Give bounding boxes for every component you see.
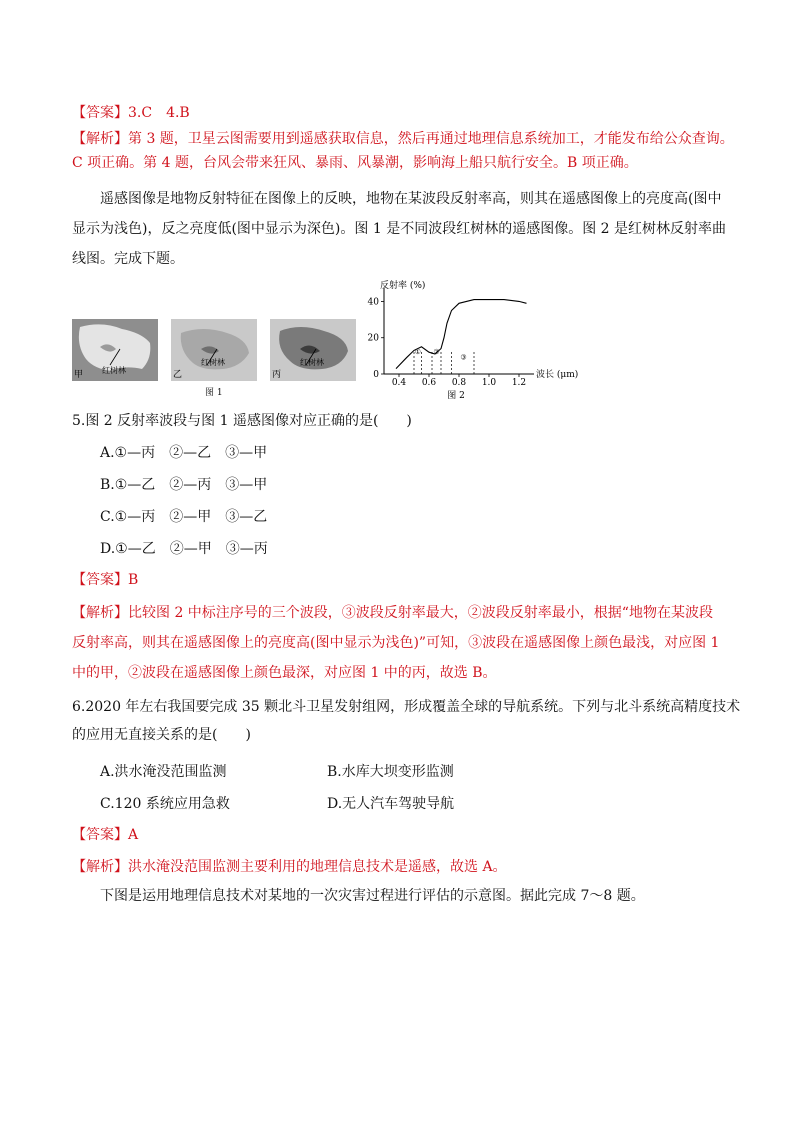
q6-analysis: 【解析】洪水淹没范围监测主要利用的地理信息技术是遥感，故选 A。 xyxy=(72,859,507,875)
rs-label-bing: 丙 xyxy=(272,370,282,380)
rs-tag-bing: 红树林 xyxy=(300,358,324,367)
q78-intro: 下图是运用地理信息技术对某地的一次灾害过程进行评估的示意图。据此完成 7～8 题。 xyxy=(100,888,645,904)
rs-image-yi xyxy=(171,319,257,381)
x-axis-label: 波长 (μm) xyxy=(536,370,579,380)
q5-option-b[interactable]: B.①—乙 ②—丙 ③—甲 xyxy=(100,477,268,493)
chart-labels xyxy=(368,279,579,401)
band-marker: ③ xyxy=(460,353,467,362)
y-tick-label: 40 xyxy=(367,297,379,308)
rs-image-bing xyxy=(270,319,356,381)
intro-line1: 遥感图像是地物反射特征在图像上的反映，地物在某波段反射率高，则其在遥感图像上的亮度高(图中 xyxy=(100,191,722,207)
rs-tag-jia: 红树林 xyxy=(102,366,126,375)
y-tick-label: 20 xyxy=(367,333,379,344)
x-tick-label: 0.6 xyxy=(421,378,437,388)
rs-label-yi: 乙 xyxy=(173,370,183,380)
x-tick-label: 1.0 xyxy=(481,378,497,388)
q34-answer: 【答案】3.C 4.B xyxy=(72,105,190,121)
reflectance-chart xyxy=(360,278,579,401)
q5-option-a[interactable]: A.①—丙 ②—乙 ③—甲 xyxy=(100,445,268,461)
q34-analysis-line1: 【解析】第 3 题，卫星云图需要用到遥感获取信息，然后再通过地理信息系统加工，才能发布给公众查询。 xyxy=(72,131,734,147)
rs-image-yi-graphic xyxy=(171,319,257,381)
x-tick-label: 0.8 xyxy=(451,378,467,388)
q5-option-d[interactable]: D.①—乙 ②—甲 ③—丙 xyxy=(100,541,268,557)
q6-answer: 【答案】A xyxy=(72,827,139,843)
band-marker: ② xyxy=(433,348,440,357)
rs-label-jia: 甲 xyxy=(74,370,84,380)
q6-stem-line2: 的应用无直接关系的是( ) xyxy=(72,727,251,743)
q5-analysis-line1: 【解析】比较图 2 中标注序号的三个波段，③波段反射率最大，②波段反射率最小，根据“地物在某波段 xyxy=(72,605,713,621)
q5-analysis-line3: 中的甲，②波段在遥感图像上颜色最深，对应图 1 中的丙，故选 B。 xyxy=(72,665,497,681)
q34-analysis-line2: C 项正确。第 4 题，台风会带来狂风、暴雨、风暴潮，影响海上船只航行安全。B 项正确。 xyxy=(72,155,638,171)
q6-option-b[interactable]: B.水库大坝变形监测 xyxy=(327,764,454,780)
q5-option-c[interactable]: C.①—丙 ②—甲 ③—乙 xyxy=(100,509,268,525)
figure1-caption: 图 1 xyxy=(205,388,223,398)
q6-stem-line1: 6.2020 年左右我国要完成 35 颗北斗卫星发射组网，形成覆盖全球的导航系统。下列与北斗系统高精度技术 xyxy=(72,699,741,715)
band-marker: ① xyxy=(414,348,421,357)
q5-stem: 5.图 2 反射率波段与图 1 遥感图像对应正确的是( ) xyxy=(72,413,412,429)
q5-answer: 【答案】B xyxy=(72,572,139,588)
y-axis-label: 反射率 (%) xyxy=(380,281,426,291)
chart-axes xyxy=(381,288,534,377)
intro-line3: 线图。完成下题。 xyxy=(72,251,184,267)
q6-option-c[interactable]: C.120 系统应用急救 xyxy=(100,796,230,812)
chart-caption: 图 2 xyxy=(447,391,465,401)
x-tick-label: 0.4 xyxy=(391,378,407,388)
rs-image-jia xyxy=(72,319,158,381)
x-tick-label: 1.2 xyxy=(511,378,527,388)
y-tick-label: 0 xyxy=(373,370,379,380)
rs-tag-yi: 红树林 xyxy=(201,358,225,367)
intro-line2: 显示为浅色)，反之亮度低(图中显示为深色)。图 1 是不同波段红树林的遥感图像。图 2 是红树林反射率曲 xyxy=(72,221,726,237)
q6-option-a[interactable]: A.洪水淹没范围监测 xyxy=(100,764,227,780)
q5-analysis-line2: 反射率高，则其在遥感图像上的亮度高(图中显示为浅色)”可知，③波段在遥感图像上颜色最浅，对应图 1 xyxy=(72,635,720,651)
rs-image-bing-graphic xyxy=(270,319,356,381)
q6-option-d[interactable]: D.无人汽车驾驶导航 xyxy=(327,796,455,812)
